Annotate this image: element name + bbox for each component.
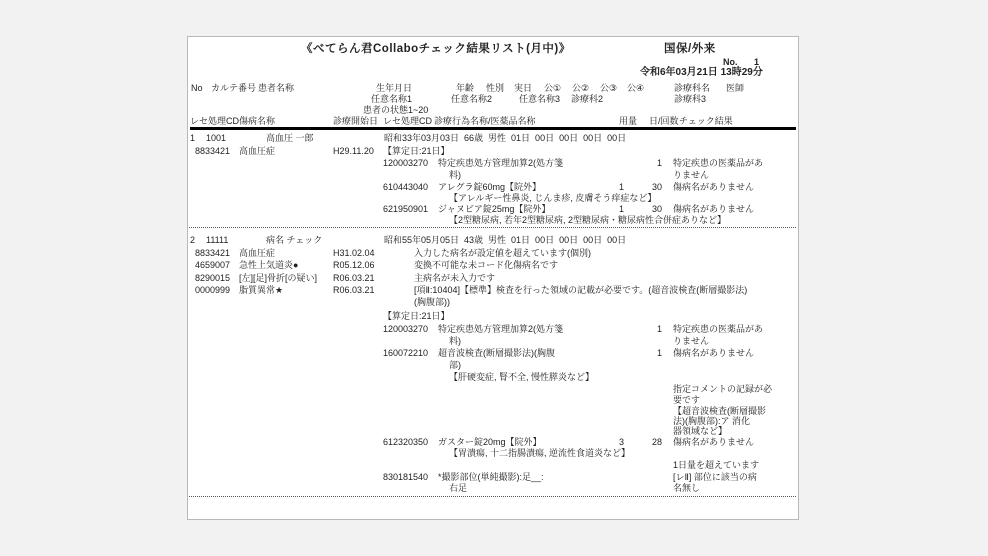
item-code: 830181540 bbox=[383, 472, 429, 482]
check-message: [項Ⅱ:10404]【標準】検査を行った領域の記載が必要です。(超音波検査(断層撮影法) bbox=[414, 285, 748, 295]
item-name-cont: 右足 bbox=[449, 483, 468, 493]
col-department2: 診療科2 bbox=[571, 94, 604, 104]
item-count: 1 bbox=[656, 348, 662, 358]
col-custom-name2: 任意名称2 bbox=[451, 94, 493, 104]
col-actual-days: 実日 bbox=[514, 83, 533, 93]
santei-date: 【算定日:21日】 bbox=[383, 311, 450, 321]
disease-name: 高血圧症 bbox=[239, 248, 276, 258]
applicable-diseases-note: 【胃潰瘍, 十二指腸潰瘍, 逆流性食道炎など】 bbox=[449, 448, 631, 458]
karte-no: 1001 bbox=[206, 133, 227, 143]
disease-code: 8290015 bbox=[195, 273, 231, 283]
santei-date: 【算定日:21日】 bbox=[383, 146, 450, 156]
section-separator bbox=[189, 227, 796, 228]
check-result: 特定疾患の医薬品があ bbox=[673, 324, 764, 334]
check-message-cont: (胸腹部)) bbox=[414, 297, 450, 307]
item-code: 160072210 bbox=[383, 348, 429, 358]
section-separator bbox=[189, 496, 796, 497]
check-result-cont: 器領域など】 bbox=[673, 426, 728, 436]
check-message: 主病名が未入力です bbox=[414, 273, 496, 283]
col-custom-name3: 任意名称3 bbox=[519, 94, 561, 104]
karte-no: 11111 bbox=[206, 235, 229, 245]
report-page bbox=[187, 36, 799, 520]
item-count: 30 bbox=[651, 204, 662, 214]
check-result: 傷病名がありません bbox=[673, 204, 755, 214]
item-code: 612320350 bbox=[383, 437, 429, 447]
check-message: 変換不可能な未コード化傷病名です bbox=[414, 260, 559, 270]
patient-no: 2 bbox=[190, 235, 196, 245]
item-name: *撮影部位(単純撮影):足__: bbox=[438, 472, 544, 482]
item-code: 610443040 bbox=[383, 182, 429, 192]
check-message: 入力した病名が設定値を超えています(個別) bbox=[414, 248, 591, 258]
check-result: 傷病名がありません bbox=[673, 182, 755, 192]
col-sex: 性別 bbox=[486, 83, 505, 93]
item-code: 621950901 bbox=[383, 204, 429, 214]
patient-name: 高血圧 一郎 bbox=[266, 133, 314, 143]
check-result: 特定疾患の医薬品があ bbox=[673, 158, 764, 168]
col-patient-name: 患者名称 bbox=[258, 83, 295, 93]
item-name-cont: 料) bbox=[449, 170, 461, 180]
report-no-value: 1 bbox=[754, 57, 760, 67]
item-count: 30 bbox=[651, 182, 662, 192]
col-public4: 公④ bbox=[627, 83, 645, 93]
applicable-diseases-note: 【アレルギー性鼻炎, じんま疹, 皮膚そう痒症など】 bbox=[449, 193, 657, 203]
disease-code: 0000999 bbox=[195, 285, 231, 295]
disease-code: 8833421 bbox=[195, 248, 231, 258]
col-department: 診療科名 bbox=[674, 83, 711, 93]
item-dose: 1 bbox=[618, 204, 624, 214]
disease-code: 8833421 bbox=[195, 146, 231, 156]
patient-no: 1 bbox=[190, 133, 196, 143]
item-name-cont: 料) bbox=[449, 336, 461, 346]
col-patient-state: 患者の状態1~20 bbox=[363, 105, 429, 115]
col-age: 年齢 bbox=[456, 83, 475, 93]
check-result-cont: 要です bbox=[673, 395, 701, 405]
item-name: 特定疾患処方管理加算2(処方箋 bbox=[438, 158, 564, 168]
applicable-diseases-note: 【2型糖尿病, 若年2型糖尿病, 2型糖尿病・糖尿病性合併症ありなど】 bbox=[449, 215, 727, 225]
treat-start-date: R05.12.06 bbox=[333, 260, 375, 270]
item-dose: 1 bbox=[618, 182, 624, 192]
item-code: 120003270 bbox=[383, 158, 429, 168]
check-result: [レⅡ] 部位に該当の病 bbox=[673, 472, 757, 482]
birth-info: 昭和33年03月03日 66歳 男性 01日 00日 00日 00日 00日 bbox=[384, 133, 627, 143]
check-result-cont: りません bbox=[673, 336, 710, 346]
check-result-cont: 【超音波検査(断層撮影 bbox=[673, 406, 766, 416]
disease-name: 脂質異常★ bbox=[239, 285, 284, 295]
print-datetime: 令和6年03月21日 13時29分 bbox=[640, 67, 763, 78]
item-count: 1 bbox=[656, 324, 662, 334]
item-name: ジャヌビア錠25mg【院外】 bbox=[438, 204, 551, 214]
col-karte-no: カルテ番号 bbox=[211, 83, 257, 93]
check-result: 指定コメントの記録が必 bbox=[673, 384, 773, 394]
item-count: 1 bbox=[656, 158, 662, 168]
col-rece-cd2: レセ処理CD bbox=[383, 116, 432, 126]
report-title: 《べてらん君Collaboチェック結果リスト(月中)》 bbox=[301, 43, 571, 55]
col-custom-name1: 任意名称1 bbox=[371, 94, 413, 104]
treat-start-date: H31.02.04 bbox=[333, 248, 375, 258]
insurance-category: 国保/外来 bbox=[664, 43, 716, 55]
col-dose: 用量 bbox=[619, 116, 638, 126]
disease-name: [左][足]骨折[の疑い] bbox=[239, 273, 318, 283]
check-result: 傷病名がありません bbox=[673, 437, 755, 447]
treat-start-date: H29.11.20 bbox=[333, 146, 374, 156]
col-doctor: 医師 bbox=[726, 83, 745, 93]
disease-name: 急性上気道炎● bbox=[239, 260, 299, 270]
item-name: ガスター錠20mg【院外】 bbox=[438, 437, 542, 447]
item-name-cont: 部) bbox=[449, 360, 461, 370]
check-result-cont: 法)(胸腹部):ア 消化 bbox=[673, 416, 750, 426]
col-item-name: 診療行為名称/医薬品名称 bbox=[434, 116, 536, 126]
item-name: 特定疾患処方管理加算2(処方箋 bbox=[438, 324, 564, 334]
col-public3: 公③ bbox=[600, 83, 618, 93]
item-name: 超音波検査(断層撮影法)(胸腹 bbox=[438, 348, 555, 358]
item-code: 120003270 bbox=[383, 324, 429, 334]
birth-info: 昭和55年05月05日 43歳 男性 01日 00日 00日 00日 00日 bbox=[384, 235, 627, 245]
check-result: 1日量を超えています bbox=[673, 460, 760, 470]
report-no-label: No. bbox=[723, 57, 738, 67]
col-public2: 公② bbox=[572, 83, 590, 93]
treat-start-date: R06.03.21 bbox=[333, 285, 375, 295]
col-treat-start: 診療開始日 bbox=[333, 116, 379, 126]
patient-name: 病名 チェック bbox=[266, 235, 323, 245]
col-birthdate: 生年月日 bbox=[376, 83, 413, 93]
check-result: 傷病名がありません bbox=[673, 348, 755, 358]
disease-name: 高血圧症 bbox=[239, 146, 276, 156]
col-disease-name: 傷病名称 bbox=[239, 116, 276, 126]
col-public1: 公① bbox=[544, 83, 562, 93]
item-count: 28 bbox=[651, 437, 662, 447]
col-rece-cd: レセ処理CD bbox=[190, 116, 239, 126]
check-result-cont: りません bbox=[673, 170, 710, 180]
disease-code: 4659007 bbox=[195, 260, 231, 270]
check-result-cont: 名無し bbox=[673, 483, 701, 493]
col-no: No bbox=[191, 83, 203, 93]
applicable-diseases-note: 【肝硬変症, 腎不全, 慢性膵炎など】 bbox=[449, 372, 595, 382]
treat-start-date: R06.03.21 bbox=[333, 273, 375, 283]
header-rule bbox=[190, 127, 796, 130]
item-dose: 3 bbox=[618, 437, 624, 447]
item-name: アレグラ錠60mg【院外】 bbox=[438, 182, 541, 192]
col-check-result: チェック結果 bbox=[679, 116, 733, 126]
col-department3: 診療科3 bbox=[674, 94, 707, 104]
col-day-count: 日/回数 bbox=[649, 116, 679, 126]
